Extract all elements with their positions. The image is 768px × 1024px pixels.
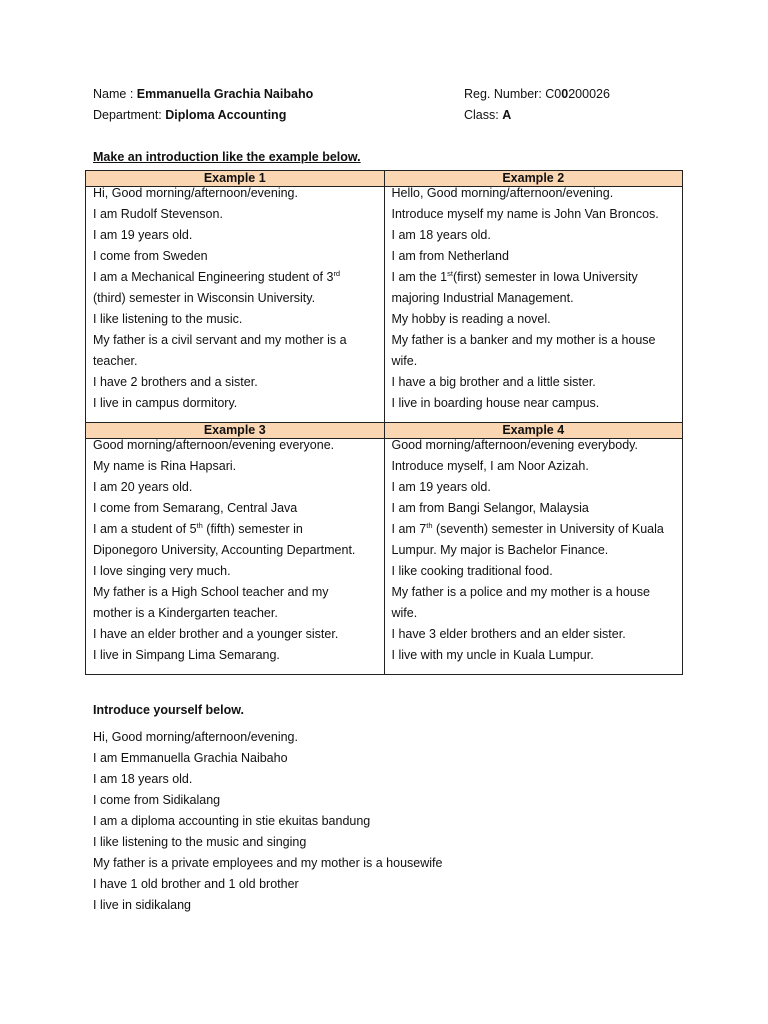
self-intro-line: I live in sidikalang <box>93 898 191 912</box>
example-3-cell <box>86 439 385 675</box>
name-label: Name : <box>93 87 137 101</box>
example-2-line: I live in boarding house near campus. <box>391 396 600 410</box>
example-4-line <box>392 519 677 540</box>
example-2-title: Example 2 <box>384 171 683 187</box>
example-4-line-text: I am 7 <box>391 522 427 536</box>
example-3-line <box>93 519 378 540</box>
example-1-line <box>93 267 378 288</box>
self-intro-line: I am a diploma accounting in stie ekuitas bandung <box>93 814 371 828</box>
department-line <box>93 105 286 126</box>
example-3-line-text: (fifth) semester in <box>202 522 303 536</box>
self-intro-line: I like listening to the music and singing <box>93 835 307 849</box>
example-2-cell <box>384 187 683 423</box>
examples-body-row-2 <box>86 439 683 675</box>
example-2-line: My father is a banker and my mother is a house <box>391 333 656 347</box>
example-2-line-text: I am the 1 <box>391 270 448 284</box>
dept-value: Diploma Accounting <box>165 108 287 122</box>
example-3-line: Diponegoro University, Accounting Department. <box>93 543 356 557</box>
class-line <box>464 105 511 126</box>
example-1-line: teacher. <box>93 354 138 368</box>
example-4-line: I am 19 years old. <box>391 480 491 494</box>
example-1-title: Example 1 <box>86 171 385 187</box>
ordinal-suffix: th <box>426 521 433 530</box>
example-1-cell <box>86 187 385 423</box>
example-4-title: Example 4 <box>384 423 683 439</box>
example-1-line: I like listening to the music. <box>93 312 243 326</box>
example-1-line: I am Rudolf Stevenson. <box>93 207 223 221</box>
name-value: Emmanuella Grachia Naibaho <box>136 87 314 101</box>
example-3-line: My father is a High School teacher and my <box>93 585 329 599</box>
example-4-line-text: (seventh) semester in University of Kuala <box>432 522 664 536</box>
reg-label: Reg. Number: <box>464 87 546 101</box>
example-3-line: I live in Simpang Lima Semarang. <box>93 648 280 662</box>
example-2-line: majoring Industrial Management. <box>391 291 574 305</box>
example-1-line: I live in campus dormitory. <box>93 396 238 410</box>
example-1-line: I come from Sweden <box>93 249 208 263</box>
reg-suffix: 200026 <box>568 87 610 101</box>
example-3-line: Good morning/afternoon/evening everyone. <box>93 438 335 452</box>
self-intro-line: Hi, Good morning/afternoon/evening. <box>93 730 298 744</box>
example-2-line <box>392 267 677 288</box>
example-2-line: Introduce myself my name is John Van Broncos. <box>391 207 659 221</box>
example-1-line: (third) semester in Wisconsin University. <box>93 291 316 305</box>
self-intro-line: My father is a private employees and my mother is a housewife <box>93 856 443 870</box>
self-intro-body <box>93 727 442 916</box>
example-2-line: wife. <box>391 354 418 368</box>
example-3-line: mother is a Kindergarten teacher. <box>93 606 278 620</box>
example-1-line: My father is a civil servant and my mother is a <box>93 333 347 347</box>
example-3-line: I love singing very much. <box>93 564 231 578</box>
example-2-line: I have a big brother and a little sister. <box>391 375 596 389</box>
example-2-line: I am from Netherland <box>391 249 509 263</box>
example-1-line: I have 2 brothers and a sister. <box>93 375 258 389</box>
self-intro-line: I come from Sidikalang <box>93 793 221 807</box>
ordinal-suffix: st <box>447 269 453 278</box>
dept-label: Department: <box>93 108 166 122</box>
example-4-line: I live with my uncle in Kuala Lumpur. <box>391 648 594 662</box>
example-2-line-text: (first) semester in Iowa University <box>452 270 638 284</box>
self-intro-line: I have 1 old brother and 1 old brother <box>93 877 299 891</box>
class-value: A <box>502 108 512 122</box>
example-1-line: I am 19 years old. <box>93 228 193 242</box>
example-3-line-text: I am a student of 5 <box>93 522 197 536</box>
example-4-line: I have 3 elder brothers and an elder sister. <box>391 627 626 641</box>
examples-table <box>85 170 683 675</box>
example-4-line: Good morning/afternoon/evening everybody. <box>391 438 638 452</box>
class-label: Class: <box>464 108 503 122</box>
example-4-line: wife. <box>391 606 418 620</box>
example-2-line: My hobby is reading a novel. <box>391 312 551 326</box>
example-4-cell <box>384 439 683 675</box>
example-4-line: My father is a police and my mother is a house <box>391 585 650 599</box>
self-intro-heading: Introduce yourself below. <box>93 703 244 717</box>
examples-body-row-1 <box>86 187 683 423</box>
example-4-line: Lumpur. My major is Bachelor Finance. <box>391 543 609 557</box>
example-2-line: I am 18 years old. <box>391 228 491 242</box>
example-1-line-text: I am a Mechanical Engineering student of 3 <box>93 270 334 284</box>
example-3-line: I am 20 years old. <box>93 480 193 494</box>
example-3-line: My name is Rina Hapsari. <box>93 459 237 473</box>
example-3-line: I come from Semarang, Central Java <box>93 501 298 515</box>
example-4-line: I like cooking traditional food. <box>391 564 553 578</box>
self-intro-line: I am 18 years old. <box>93 772 193 786</box>
example-2-line: Hello, Good morning/afternoon/evening. <box>391 186 614 200</box>
example-1-line: Hi, Good morning/afternoon/evening. <box>93 186 298 200</box>
example-3-line: I have an elder brother and a younger sister. <box>93 627 339 641</box>
example-4-line: I am from Bangi Selangor, Malaysia <box>391 501 589 515</box>
example-4-line: Introduce myself, I am Noor Azizah. <box>391 459 589 473</box>
self-intro-line: I am Emmanuella Grachia Naibaho <box>93 751 288 765</box>
instruction-heading: Make an introduction like the example below. <box>93 150 361 164</box>
name-line <box>93 84 313 105</box>
reg-number-line <box>464 84 610 105</box>
ordinal-suffix: th <box>196 521 203 530</box>
reg-bold-digit: 0 <box>561 87 569 101</box>
reg-prefix: C0 <box>545 87 562 101</box>
ordinal-suffix: rd <box>333 269 341 278</box>
example-3-title: Example 3 <box>86 423 385 439</box>
